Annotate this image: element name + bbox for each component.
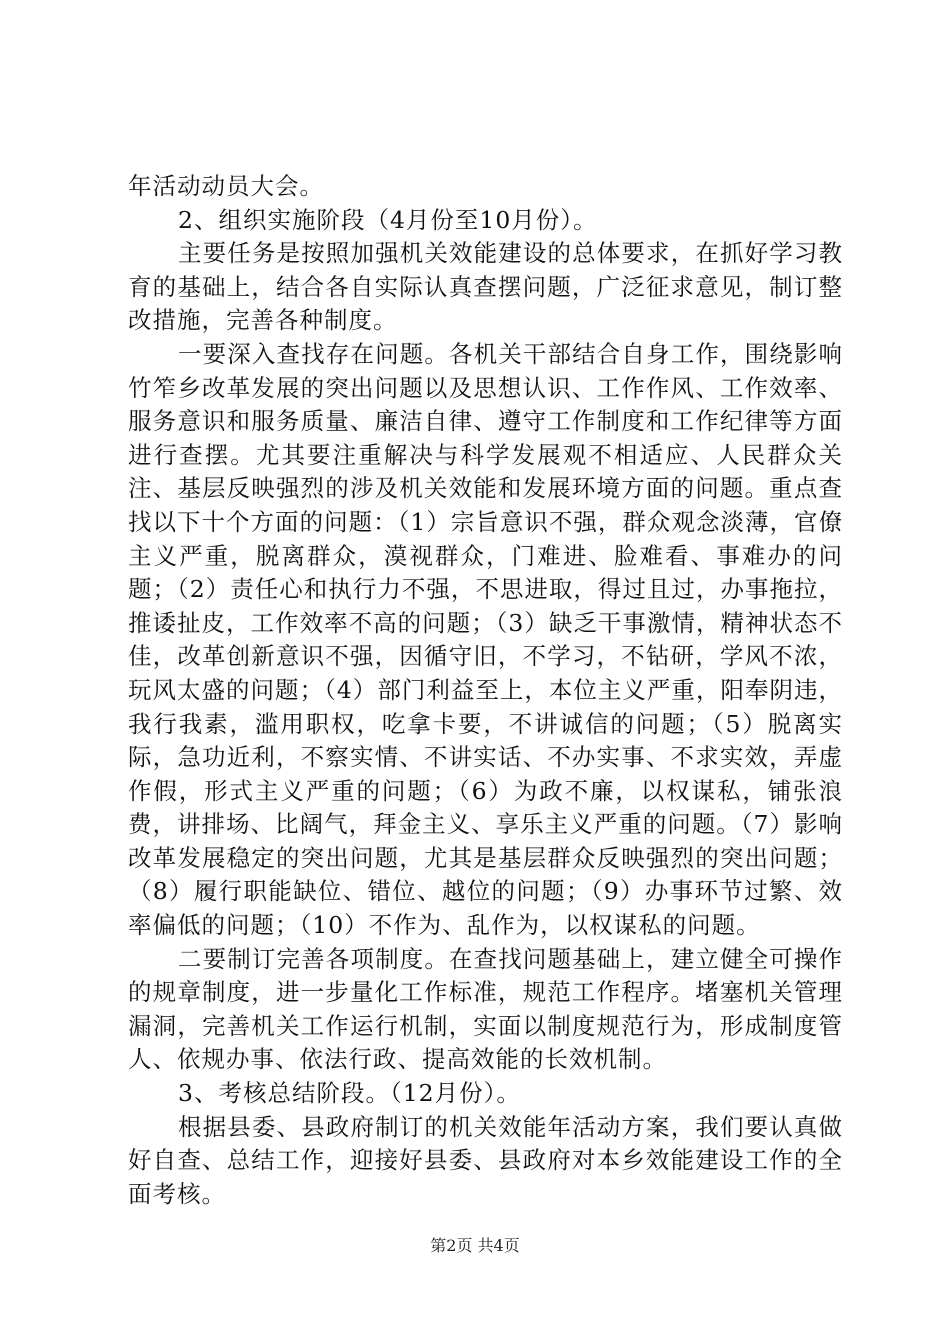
paragraph-2: 2、组织实施阶段（4月份至10月份）。 bbox=[178, 205, 598, 234]
paragraph-6: 3、考核总结阶段。（12月份）。 bbox=[178, 1079, 521, 1108]
paragraph-5: 二要制订完善各项制度。在查找问题基础上，建立健全可操作的规章制度，进一步量化工作标准，规范工作程序。堵塞机关管理漏洞，完善机关工作运行机制，实面以制度规范行为，形成制度管人、依规办事、依法行政、提高效能的长效机制。 bbox=[128, 944, 843, 1074]
page-footer bbox=[0, 1236, 950, 1256]
paragraph-3: 主要任务是按照加强机关效能建设的总体要求，在抓好学习教育的基础上，结合各自实际认真查摆问题，广泛征求意见，制订整改措施，完善各种制度。 bbox=[128, 239, 843, 335]
page-number-label: 第2页 共4页 bbox=[430, 1236, 520, 1255]
paragraph-4: 一要深入查找存在问题。各机关干部结合自身工作，围绕影响竹笮乡改革发展的突出问题以及思想认识、工作作风、工作效率、服务意识和服务质量、廉洁自律、遵守工作制度和工作纪律等方面进行查摆。尤其要注重解决与科学发展观不相适应、人民群众关注、基层反映强烈的涉及机关效能和发展环境方面的问题。重点查找以下十个方面的问题：（1）宗旨意识不强，群众观念淡薄，官僚主义严重，脱离群众，漠视群众，门难进、脸难看、事难办的问题；（2）责任心和执行力不强，不思进取，得过且过，办事拖拉，推诿扯皮，工作效率不高的问题；（3）缺乏干事激情，精神状态不佳，改革创新意识不强，因循守旧，不学习，不钻研，学风不浓，玩风太盛的问题；（4）部门利益至上，本位主义严重，阳奉阴违，我行我素，滥用职权，吃拿卡要，不讲诚信的问题；（5）脱离实际，急功近利，不察实情、不讲实话、不办实事、不求实效，弄虚作假，形式主义严重的问题；（6）为政不廉，以权谋私，铺张浪费，讲排场、比阔气，拜金主义、享乐主义严重的问题。（7）影响改革发展稳定的突出问题，尤其是基层群众反映强烈的突出问题；（8）履行职能缺位、错位、越位的问题；（9）办事环节过繁、效率偏低的问题；（10）不作为、乱作为，以权谋私的问题。 bbox=[128, 339, 843, 940]
paragraph-7: 根据县委、县政府制订的机关效能年活动方案，我们要认真做好自查、总结工作，迎接好县委、县政府对本乡效能建设工作的全面考核。 bbox=[128, 1112, 843, 1208]
document-body bbox=[128, 170, 843, 1211]
paragraph-1: 年活动动员大会。 bbox=[128, 172, 324, 200]
